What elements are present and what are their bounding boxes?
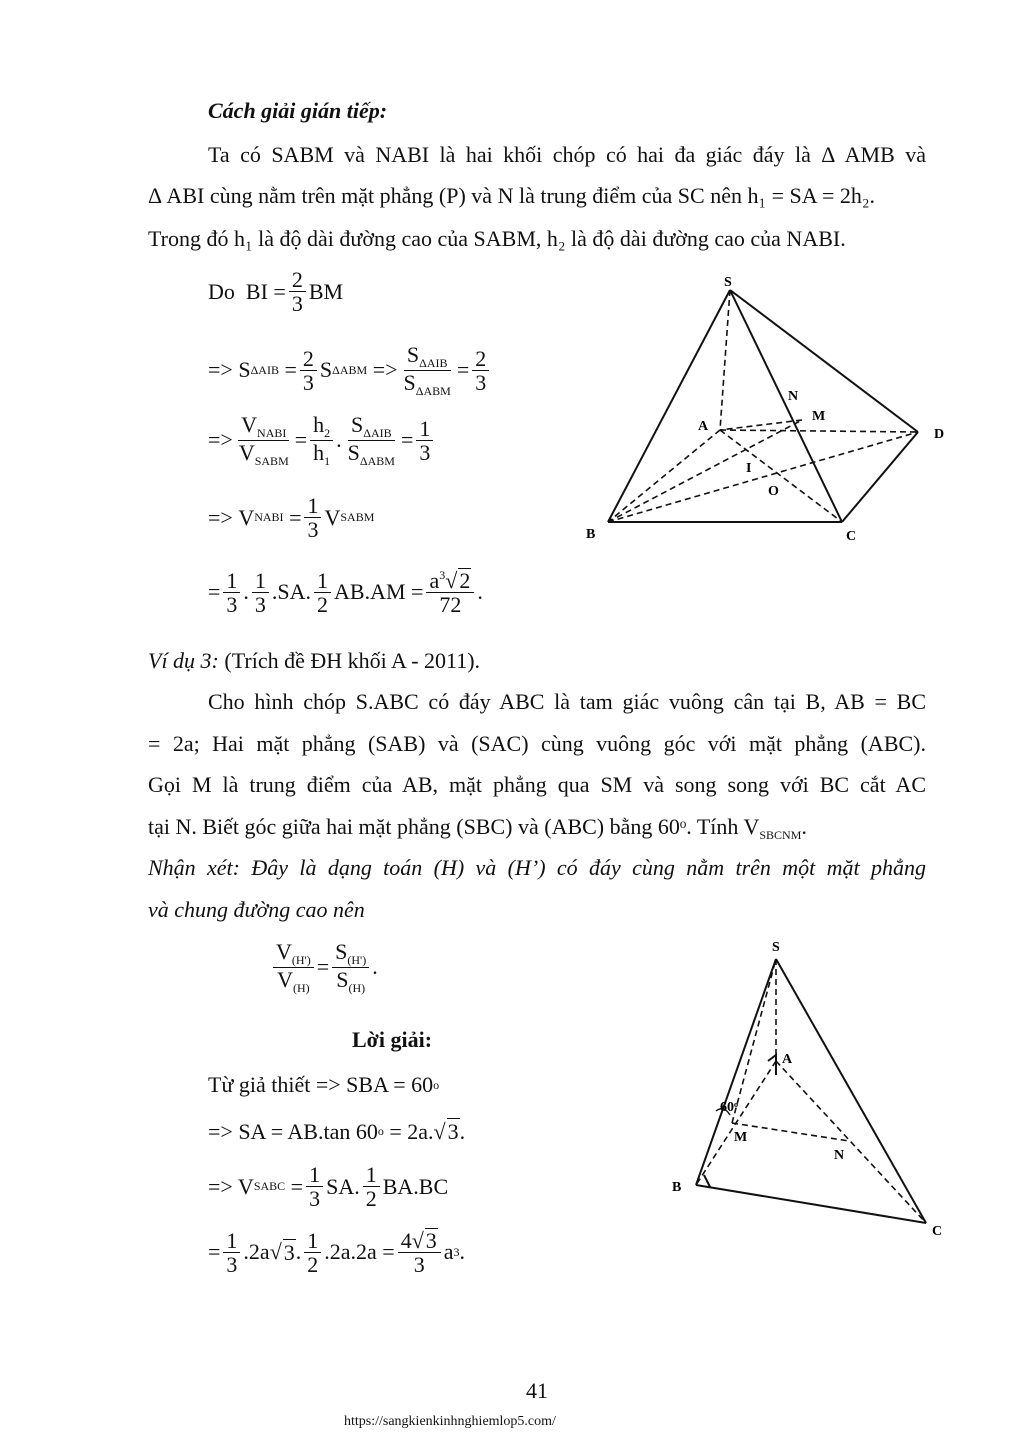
paragraph-line: tại N. Biết góc giữa hai mặt phẳng (SBC) và (ABC) bằng 60ᵒ. Tính $V_{SBCNM}$. (148, 814, 807, 842)
equation-final-1: = $\frac{1}{3}$ . $\frac{1}{3}$ .SA. $\frac{1}{2}$ AB.AM = $\frac{a^3√2}{72}$ . (208, 567, 483, 618)
label-n: N (788, 389, 799, 404)
paragraph-line: = 2a; Hai mặt phẳng (SAB) và (SAC) cùng vuông góc với mặt phẳng (ABC). (148, 731, 926, 756)
label-m: M (812, 409, 826, 424)
label-m: M (734, 1130, 748, 1145)
solution-line-3: => V SABC = $\frac{1}{3}$ SA. $\frac{1}{2}$ BA.BC (208, 1162, 449, 1212)
label-o: O (768, 484, 779, 499)
equation-area-ratio: => S ΔAIB = $\frac{2}{3}$ S ΔABM => $\frac{S_{\Delta AIB}}{S_{\Delta ABM}}$ = $\frac{2}{3}$ (208, 343, 492, 397)
equation-volume-ratio: => $\frac{V_{NABI}}{V_{SABM}}$ = $\frac{h_2}{h_1}$ . $\frac{S_{\Delta AIB}}{S_{\Delta ABM}}$ = $\frac{1}{3}$ (208, 413, 436, 467)
label-i: I (746, 461, 752, 476)
label-s: S (772, 940, 780, 955)
page-number: 41 (526, 1378, 548, 1403)
solution-line-4: = $\frac{1}{3}$ .2a √ 3 . $\frac{1}{2}$ .2a.2a = $\frac{4√3}{3}$ a 3 . (208, 1227, 466, 1278)
equation-bi: Do BI = $\frac{2}{3}$ BM (208, 267, 344, 317)
label-d: D (934, 427, 945, 442)
label-a: A (698, 419, 709, 434)
label-n: N (834, 1148, 845, 1163)
paragraph-line: Trong đó h₁ là độ dài đường cao của SABM, h₂ là độ dài đường cao của NABI. (148, 226, 846, 251)
paragraph-line: Δ ABI cùng nằm trên mặt phẳng (P) và N là trung điểm của SC nên h₁ = SA = 2h₂. (148, 183, 876, 208)
label-b: B (586, 527, 596, 542)
paragraph-line: Cho hình chóp S.ABC có đáy ABC là tam giác vuông cân tại B, AB = BC (208, 689, 926, 714)
solution-line-2: => SA = AB.tan 60 o = 2a. √ 3 . (208, 1118, 466, 1144)
pyramid-figure-1 (580, 270, 960, 550)
solution-line-1: Từ giả thiết => SBA = 60 o (208, 1072, 440, 1097)
label-b: B (672, 1180, 682, 1195)
remark-line: Nhận xét: Đây là dạng toán (H) và (H’) có đáy cùng nằm trên một mặt phẳng (148, 855, 926, 880)
section-heading: Cách giải gián tiếp: (208, 98, 388, 123)
remark-line: và chung đường cao nên (148, 897, 365, 922)
label-a: A (782, 1052, 793, 1067)
paragraph-line: Ta có SABM và NABI là hai khối chóp có hai đa giác đáy là Δ AMB và (208, 142, 926, 167)
example-heading: Ví dụ 3: (Trích đề ĐH khối A - 2011). (148, 648, 481, 673)
label-c: C (932, 1224, 943, 1239)
equation-v-nabi: => V NABI = $\frac{1}{3}$ V SABM (208, 493, 375, 543)
label-angle: 60ᵒ (720, 1100, 739, 1115)
footer-url[interactable]: https://sangkienkinhnghiemlop5.com/ (344, 1414, 556, 1429)
label-s: S (724, 275, 732, 290)
paragraph-line: Gọi M là trung điểm của AB, mặt phẳng qua SM và song song với BC cắt AC (148, 772, 926, 797)
equation-ratio: $\frac{V_{(H')}}{V_{(H)}}$ = $\frac{S_{(H')}}{S_{(H)}}$ . (270, 940, 378, 994)
solution-title: Lời giải: (352, 1027, 433, 1052)
pyramid-figure-2 (664, 935, 964, 1245)
label-c: C (846, 529, 857, 544)
